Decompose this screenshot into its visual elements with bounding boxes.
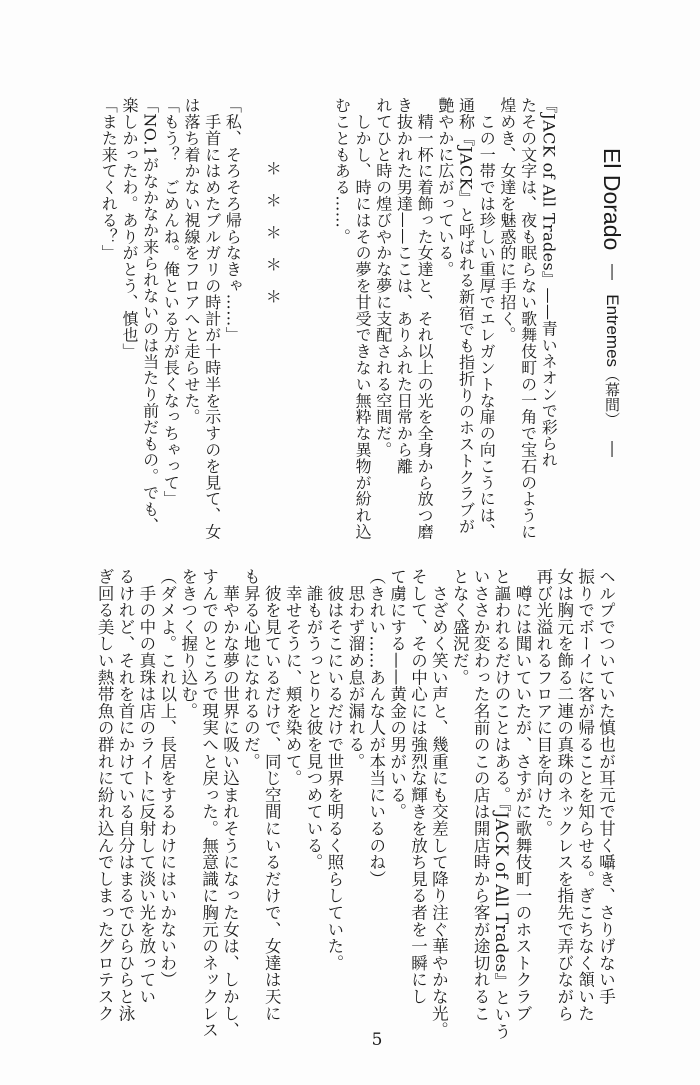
text-column: 「もう？ ごめんね。俺といる方が長くなっちゃって」 — [161, 97, 181, 507]
lower-tier-text — [93, 568, 616, 1038]
text-column: 手の中の真珠は店のライトに反射して淡い光を放ってい — [136, 568, 156, 1005]
text-column: 振りでボーイに客が帰ることを知らせる。ぎこちなく頷いた — [575, 568, 595, 1022]
text-column: 『JACK of All Trades』——青いネオンで彩られ — [539, 97, 559, 468]
text-column: （ダメよ。これ以上、長居をするわけにはいかないわ） — [157, 568, 177, 988]
title-subtitle-jp: （幕間） — [603, 367, 621, 428]
section-break — [262, 160, 283, 320]
text-column: 煌めき、女達を魅惑的に手招く。 — [497, 97, 517, 343]
text-column: この一帯では珍しい重厚でエレガントな扉の向こうには、 — [477, 97, 497, 540]
text-column: き抜かれた男達——ここは、ありふれた日常から離 — [394, 97, 414, 475]
text-column: れてひと時の煌びやかな夢に支配される空間だ。 — [373, 97, 393, 458]
text-column: て虜にする——黄金の男がいる。 — [387, 568, 407, 820]
text-column: すんでのところで現実へと戻った。無意識に胸元のネックレス — [199, 568, 219, 1039]
text-column: 思わず溜め息が漏れる。 — [345, 568, 365, 770]
text-column: となく盛況だ。 — [450, 568, 470, 686]
text-column: たその文字は、夜も眠らない歌舞伎町の一角で宝石のように — [518, 97, 538, 540]
page-number: 5 — [371, 1030, 383, 1050]
title-subtitle: Entremes — [603, 294, 622, 368]
title-dash: — — [604, 264, 621, 281]
text-column: 再び光溢れるフロアに目を向けた。 — [533, 568, 553, 837]
text-column: 「また来てくれる？」 — [99, 97, 119, 261]
text-column: 精一杯に着飾った女達と、それ以上の光を全身から放つ磨 — [415, 97, 435, 540]
upper-tier-text-a — [331, 97, 559, 559]
text-column: 艶やかに広がっている。 — [435, 97, 455, 278]
text-column: 華やかな夢の世界に吸い込まれそうになった女は、しかし、 — [220, 568, 240, 1039]
text-column: さざめく笑い声と、幾重にも交差して降り注ぐ華やかな光。 — [429, 568, 449, 1039]
upper-tier-text-b — [98, 97, 243, 559]
text-column: と謳われるだけのことはある。『JACK of All Trades』という — [492, 568, 512, 1040]
text-column: むこともある……。 — [332, 97, 352, 245]
text-column: 通称『JACK』と呼ばれる新宿でも指折りのホストクラブが — [456, 97, 476, 535]
text-column: 楽しかったわ。ありがとう、慎也」 — [119, 97, 139, 360]
text-column: 誰もがうっとりと彼を見つめている。 — [304, 568, 324, 871]
chapter-title — [598, 148, 626, 538]
text-column: 噂には聞いていたが、さすがに歌舞伎町一のホストクラブ — [512, 568, 532, 1022]
text-column: 彼を見ているだけで、同じ空間にいるだけで、女達は天に — [262, 568, 282, 1022]
text-column: 幸せそうに、頬を染めて。 — [283, 568, 303, 787]
section-break-asterisks: ＊ ＊ ＊ ＊ ＊ — [263, 160, 283, 304]
text-column: るけれど、それを首にかけている自分はまるでひらひらと泳 — [116, 568, 136, 1022]
title-main: El Dorado — [599, 148, 625, 251]
text-column: そして、その中心には強烈な輝きを放ち見る者を一瞬にし — [408, 568, 428, 1005]
title-dash: — — [604, 441, 621, 458]
text-column: をきつく握り込む。 — [178, 568, 198, 720]
text-column: 「私、そろそろ帰らなきゃ……」 — [223, 97, 243, 343]
text-column: いささか変わった名前のこの店は開店時から客が途切れるこ — [471, 568, 491, 1022]
text-column: 「NO.1がなかなか来られないのは当たり前だもの。でも、 — [140, 97, 160, 534]
text-column: しかし、時にはその夢を甘受できない無粋な異物が紛れ込 — [353, 97, 373, 540]
text-column: も昇る心地になれるのだ。 — [241, 568, 261, 770]
text-column: ヘルプでついていた慎也が耳元で甘く囁き、さりげない手 — [596, 568, 616, 1005]
text-column: 手首にはめたブルガリの時計が十時半を示すのを見て、女 — [202, 97, 222, 540]
text-column: は落ち着かない視線をフロアへと走らせた。 — [182, 97, 202, 425]
text-column: ぎ回る美しい熱帯魚の群れに紛れ込んでしまったグロテスク — [95, 568, 115, 1022]
text-column: （きれい……あんな人が本当にいるのね） — [366, 568, 386, 888]
text-column: 女は胸元を飾る二連の真珠のネックレスを指先で弄びながら — [554, 568, 574, 1022]
text-column: 彼はそこにいるだけで世界を明るく照らしていた。 — [324, 568, 344, 972]
